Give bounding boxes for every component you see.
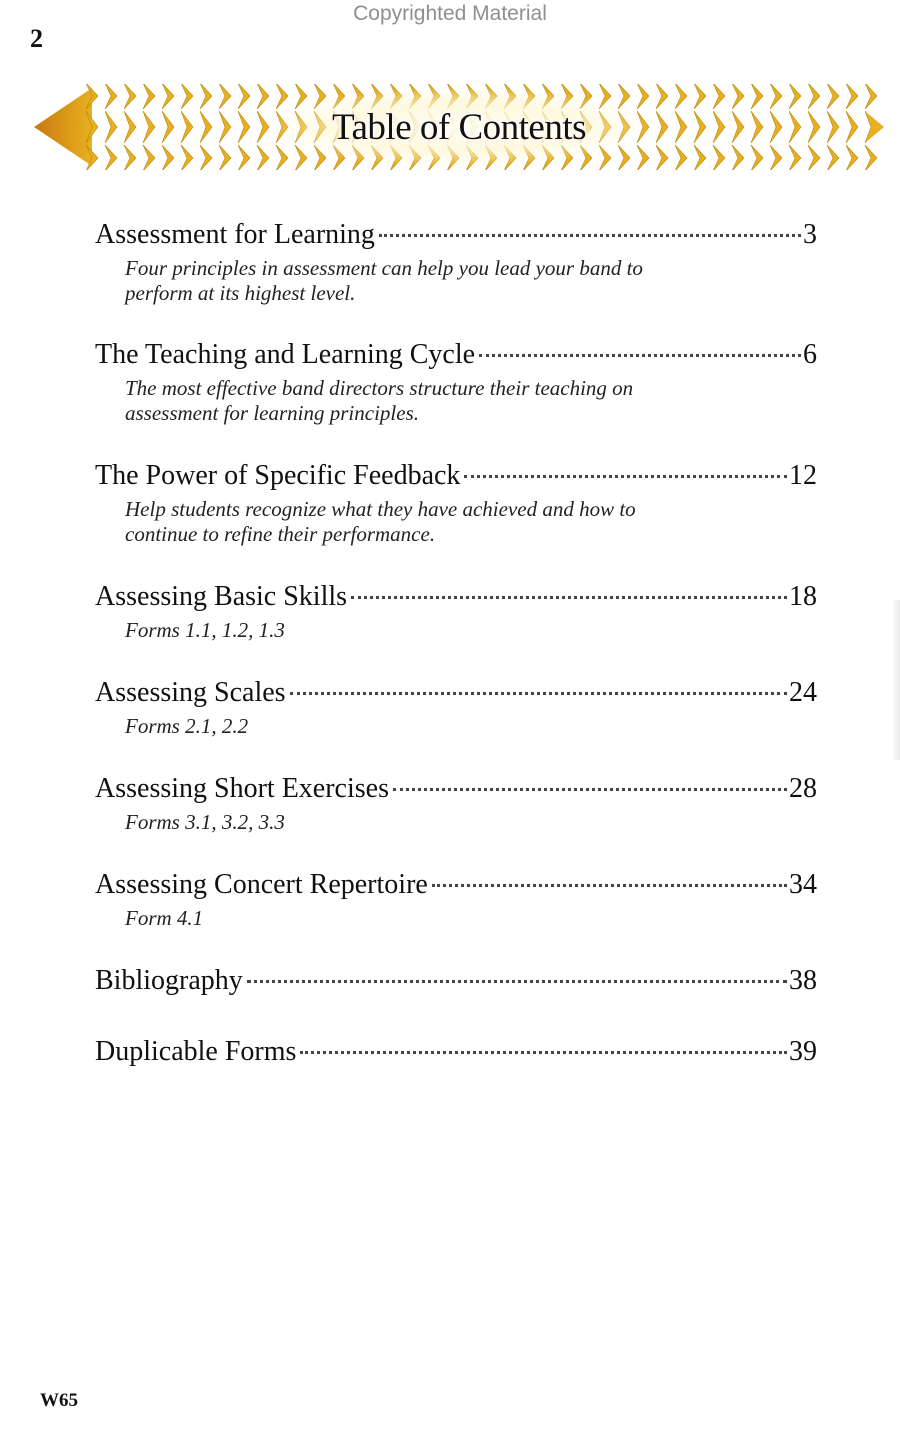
page-edge-shadow: [892, 600, 900, 760]
toc-entry[interactable]: [95, 580, 817, 643]
toc-entry-title: Assessing Concert Repertoire: [95, 869, 428, 900]
toc-entry-page: 12: [789, 460, 817, 491]
title-banner: [34, 84, 884, 170]
toc-entry-page: 18: [789, 581, 817, 612]
toc-entry-title: Assessing Short Exercises: [95, 773, 389, 804]
toc-entry-description: Four principles in assessment can help you lead your band to perform at its highest level.: [125, 256, 643, 305]
dot-leader: [351, 595, 787, 599]
toc-entry-title: Bibliography: [95, 965, 243, 996]
dot-leader: [432, 883, 787, 887]
toc-entry[interactable]: [95, 964, 817, 998]
toc-entry-title: The Teaching and Learning Cycle: [95, 339, 476, 370]
toc-entry[interactable]: [95, 868, 817, 931]
toc-entry-forms: Forms 3.1, 3.2, 3.3: [125, 810, 285, 834]
toc-entry[interactable]: [95, 218, 817, 306]
dot-leader: [379, 233, 801, 237]
toc-entry-title: Assessing Basic Skills: [95, 581, 348, 612]
toc-entry-title: Assessing Scales: [95, 677, 286, 708]
toc-entry-title: Duplicable Forms: [95, 1036, 297, 1067]
toc-entry[interactable]: [95, 1035, 817, 1069]
toc-entry-title: The Power of Specific Feedback: [95, 460, 461, 491]
dot-leader: [479, 353, 801, 357]
page-title: Table of Contents: [331, 106, 587, 148]
toc-entry-forms: Forms 1.1, 1.2, 1.3: [125, 618, 285, 642]
toc-entry[interactable]: [95, 676, 817, 739]
toc-entry[interactable]: [95, 772, 817, 835]
toc-entry-page: 38: [789, 965, 817, 996]
dot-leader: [247, 979, 787, 983]
toc-entry[interactable]: [95, 338, 817, 426]
toc-entry-title: Assessment for Learning: [95, 219, 375, 250]
dot-leader: [290, 691, 787, 695]
toc-entry-forms: Form 4.1: [125, 906, 204, 930]
toc-entry-page: 28: [789, 773, 817, 804]
toc-entry-page: 3: [803, 219, 817, 250]
toc-entry-page: 39: [789, 1036, 817, 1067]
dot-leader: [464, 474, 787, 478]
toc-entry-description: Help students recognize what they have achieved and how to continue to refine their performance.: [125, 497, 636, 546]
toc-entry-page: 24: [789, 677, 817, 708]
toc-entry-forms: Forms 2.1, 2.2: [125, 714, 249, 738]
toc-entry-description: The most effective band directors structure their teaching on assessment for learning principles.: [125, 376, 634, 425]
footer-code: W65: [40, 1390, 78, 1411]
page-number: 2: [30, 24, 43, 53]
toc-entry-page: 34: [789, 869, 817, 900]
dot-leader: [300, 1050, 787, 1054]
toc-entry-page: 6: [803, 339, 817, 370]
copyright-watermark: Copyrighted Material: [353, 2, 547, 25]
dot-leader: [393, 787, 787, 791]
toc-entry[interactable]: [95, 459, 817, 547]
